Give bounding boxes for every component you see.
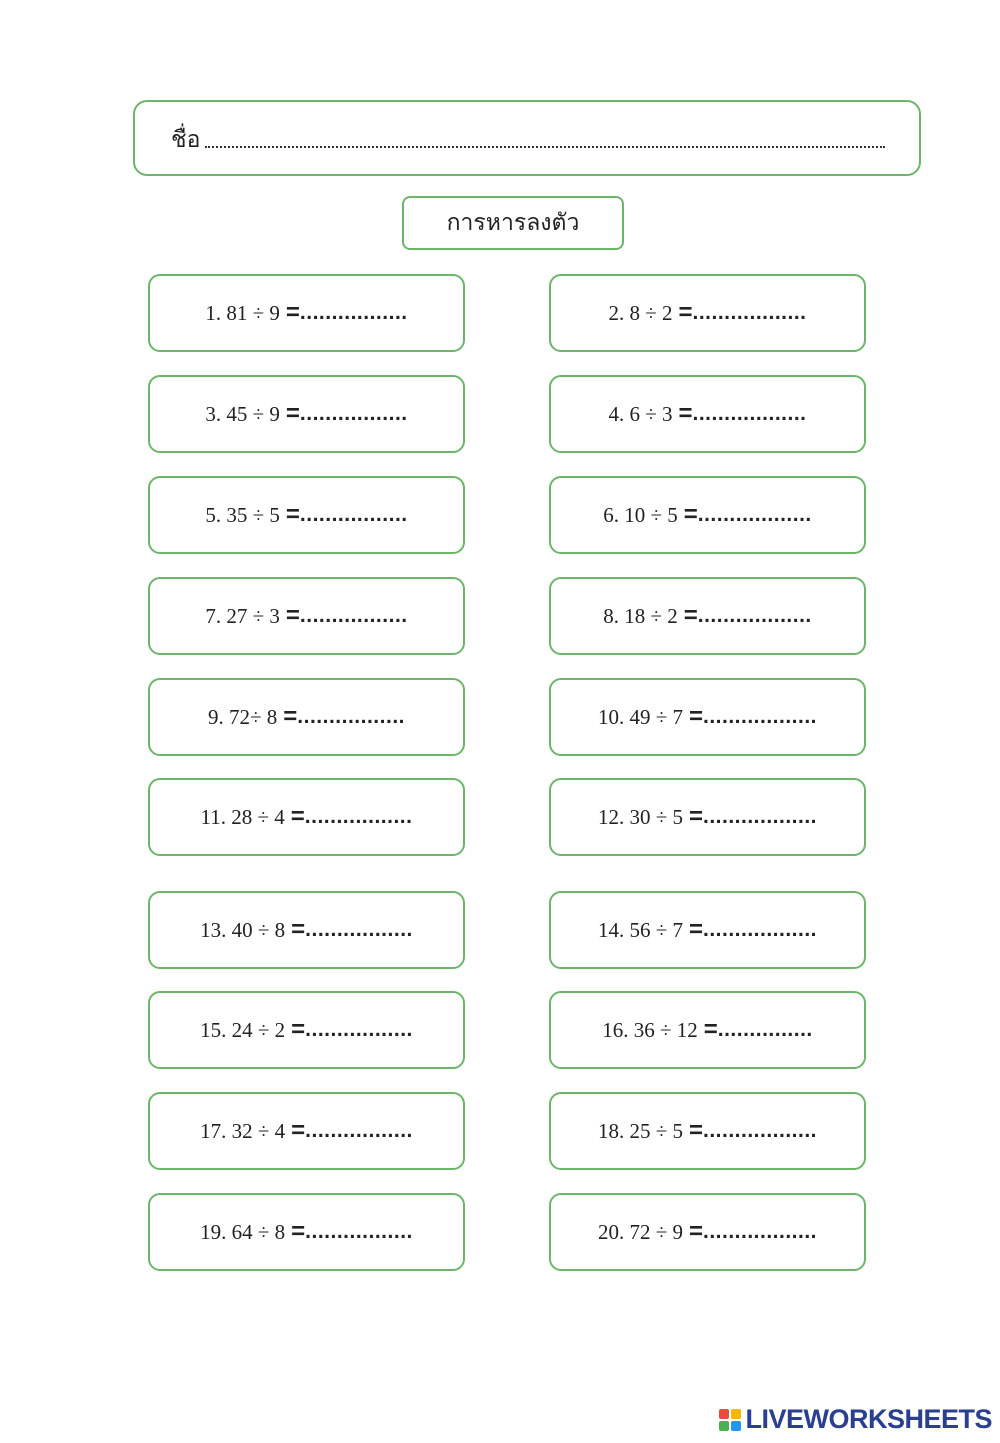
name-field-box[interactable] <box>133 100 921 176</box>
problem-16 <box>549 991 866 1069</box>
answer-blank[interactable]: ................. <box>299 503 408 526</box>
answer-blank[interactable]: .................. <box>703 805 818 828</box>
worksheet-title: การหารลงตัว <box>402 196 624 250</box>
problem-expression: 17. 32 ÷ 4 <box>200 1118 286 1143</box>
problem-7 <box>148 577 465 655</box>
equals-sign: = <box>683 602 698 629</box>
logo-square <box>719 1421 729 1431</box>
equals-sign: = <box>283 703 298 730</box>
answer-blank[interactable]: .................. <box>697 604 812 627</box>
problem-6 <box>549 476 866 554</box>
problem-expression: 20. 72 ÷ 9 <box>597 1219 683 1244</box>
equals-sign: = <box>291 916 306 943</box>
equals-sign: = <box>688 1117 703 1144</box>
problem-2 <box>549 274 866 352</box>
equals-sign: = <box>683 501 698 528</box>
equals-sign: = <box>688 803 703 830</box>
answer-blank[interactable]: ................. <box>305 1220 413 1243</box>
equals-sign: = <box>688 916 703 943</box>
problem-12 <box>549 778 866 856</box>
liveworksheets-logo[interactable] <box>719 1404 992 1435</box>
problem-13 <box>148 891 465 969</box>
problem-expression: 13. 40 ÷ 8 <box>200 917 286 942</box>
problem-expression: 11. 28 ÷ 4 <box>200 804 285 829</box>
problem-expression: 6. 10 ÷ 5 <box>603 502 678 527</box>
problem-expression: 10. 49 ÷ 7 <box>597 704 683 729</box>
equals-sign: = <box>285 299 300 326</box>
problem-expression: 14. 56 ÷ 7 <box>597 917 683 942</box>
logo-square <box>731 1409 741 1419</box>
problem-expression: 7. 27 ÷ 3 <box>205 603 280 628</box>
answer-blank[interactable]: .................. <box>692 301 807 324</box>
problem-expression: 1. 81 ÷ 9 <box>205 300 280 325</box>
equals-sign: = <box>290 803 305 830</box>
answer-blank[interactable]: .................. <box>697 503 812 526</box>
problem-19 <box>148 1193 465 1271</box>
equals-sign: = <box>688 703 703 730</box>
problem-1 <box>148 274 465 352</box>
problem-5 <box>148 476 465 554</box>
problem-expression: 2. 8 ÷ 2 <box>608 300 673 325</box>
equals-sign: = <box>703 1016 718 1043</box>
equals-sign: = <box>291 1117 306 1144</box>
name-label: ชื่อ <box>171 127 201 152</box>
problem-expression: 18. 25 ÷ 5 <box>597 1118 683 1143</box>
problem-9 <box>148 678 465 756</box>
liveworksheets-logo-icon <box>719 1409 741 1431</box>
answer-blank[interactable]: .................. <box>703 705 818 728</box>
problem-14 <box>549 891 866 969</box>
answer-blank[interactable]: ................. <box>299 402 408 425</box>
logo-square <box>731 1421 741 1431</box>
equals-sign: = <box>285 602 300 629</box>
problem-expression: 19. 64 ÷ 8 <box>200 1219 286 1244</box>
answer-blank[interactable]: ................. <box>299 604 408 627</box>
equals-sign: = <box>291 1218 306 1245</box>
answer-blank[interactable]: ................. <box>297 705 405 728</box>
problem-expression: 16. 36 ÷ 12 <box>602 1017 698 1042</box>
problem-expression: 15. 24 ÷ 2 <box>200 1017 286 1042</box>
problem-8 <box>549 577 866 655</box>
problem-expression: 9. 72÷ 8 <box>208 704 278 729</box>
equals-sign: = <box>678 299 693 326</box>
answer-blank[interactable]: ................. <box>305 1119 413 1142</box>
answer-blank[interactable]: ................. <box>305 1018 413 1041</box>
equals-sign: = <box>285 400 300 427</box>
problem-4 <box>549 375 866 453</box>
problem-10 <box>549 678 866 756</box>
equals-sign: = <box>291 1016 306 1043</box>
logo-square <box>719 1409 729 1419</box>
answer-blank[interactable]: .................. <box>703 918 818 941</box>
brand-name: LIVEWORKSHEETS <box>745 1404 992 1434</box>
answer-blank[interactable]: ................. <box>299 301 408 324</box>
answer-blank[interactable]: .................. <box>692 402 807 425</box>
answer-blank[interactable]: .................. <box>703 1220 818 1243</box>
problem-11 <box>148 778 465 856</box>
name-input-line[interactable] <box>205 146 885 148</box>
answer-blank[interactable]: ................. <box>305 918 413 941</box>
problem-17 <box>148 1092 465 1170</box>
answer-blank[interactable]: .................. <box>703 1119 818 1142</box>
problem-expression: 12. 30 ÷ 5 <box>597 804 683 829</box>
problem-expression: 5. 35 ÷ 5 <box>205 502 280 527</box>
equals-sign: = <box>688 1218 703 1245</box>
problem-expression: 4. 6 ÷ 3 <box>608 401 673 426</box>
problem-20 <box>549 1193 866 1271</box>
problem-expression: 8. 18 ÷ 2 <box>603 603 678 628</box>
problem-expression: 3. 45 ÷ 9 <box>205 401 280 426</box>
problem-18 <box>549 1092 866 1170</box>
answer-blank[interactable]: ................. <box>304 805 413 828</box>
problem-15 <box>148 991 465 1069</box>
answer-blank[interactable]: ............... <box>717 1018 813 1041</box>
equals-sign: = <box>678 400 693 427</box>
problem-3 <box>148 375 465 453</box>
equals-sign: = <box>285 501 300 528</box>
